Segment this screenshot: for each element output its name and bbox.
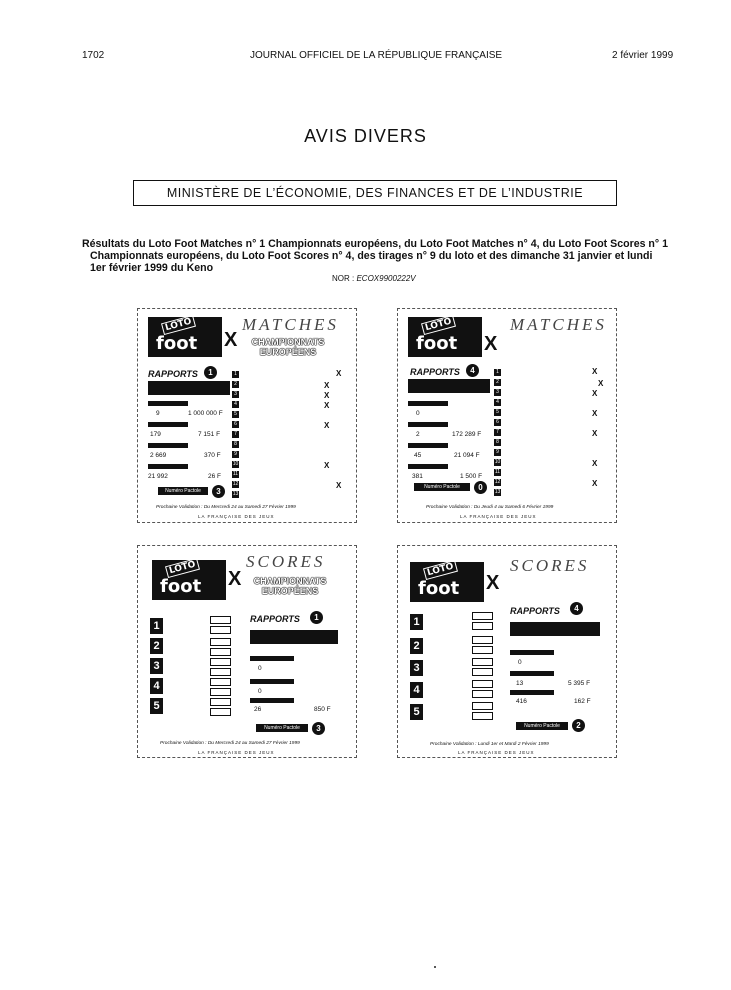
match-number: 10 bbox=[494, 459, 501, 465]
rapports-label: RAPPORTS bbox=[510, 606, 560, 616]
winners-count: 0 bbox=[416, 410, 420, 417]
results-heading bbox=[82, 238, 668, 274]
match-number: 2 bbox=[232, 381, 239, 388]
match-number: 2 bbox=[150, 638, 163, 654]
score-box bbox=[210, 648, 231, 656]
match-number: 1 bbox=[232, 371, 239, 378]
next-validation-note: Prochaine Validation : Du Mercredi 24 au Samedi 27 Février 1999 bbox=[160, 741, 300, 746]
score-box bbox=[210, 638, 231, 646]
score-box bbox=[210, 678, 231, 686]
winners-count: 2 669 bbox=[150, 452, 167, 459]
journal-title: JOURNAL OFFICIEL DE LA RÉPUBLIQUE FRANÇAISE bbox=[250, 50, 503, 61]
pactole-label: Numéro Pactole bbox=[158, 487, 208, 495]
payout-amount: 26 F bbox=[208, 473, 222, 480]
winners-count: 9 bbox=[156, 410, 160, 417]
winners-count: 416 bbox=[516, 698, 527, 705]
game-kind: SCORES bbox=[246, 552, 326, 571]
rapports-label: RAPPORTS bbox=[410, 367, 460, 377]
score-box bbox=[472, 680, 493, 688]
payout-amount: 172 289 F bbox=[452, 431, 482, 438]
loto-foot-logo bbox=[408, 317, 482, 357]
match-number: 5 bbox=[410, 704, 423, 720]
score-box bbox=[472, 622, 493, 630]
loto-foot-logo bbox=[152, 560, 226, 600]
rapports-label: RAPPORTS bbox=[250, 614, 300, 624]
pactole-number-badge: 3 bbox=[212, 485, 225, 498]
rank-header-bar bbox=[510, 622, 600, 636]
match-number: 10 bbox=[232, 461, 239, 467]
logo-x-mark: X bbox=[224, 329, 238, 351]
winners-count: 13 bbox=[516, 680, 524, 687]
payout-amount: 5 395 F bbox=[568, 680, 591, 687]
match-number: 9 bbox=[232, 451, 239, 458]
logo-loto-text: LOTO bbox=[423, 560, 458, 580]
rank-bar bbox=[408, 401, 448, 406]
nor-code: ECOX9900222V bbox=[356, 274, 416, 283]
payout-amount: 1 000 000 F bbox=[188, 410, 223, 417]
match-number: 13 bbox=[494, 489, 501, 495]
rapports-label: RAPPORTS bbox=[148, 369, 198, 379]
result-x-mark: X bbox=[592, 479, 598, 488]
results-line-3: 1er février 1999 du Keno bbox=[90, 262, 214, 274]
pactole-number-badge: 2 bbox=[572, 719, 585, 732]
match-number: 3 bbox=[494, 389, 501, 396]
match-number: 5 bbox=[232, 411, 239, 418]
payout-amount: 21 094 F bbox=[454, 452, 480, 459]
result-x-mark: X bbox=[336, 369, 342, 378]
pactole-label: Numéro Pactole bbox=[414, 483, 470, 491]
score-box bbox=[210, 616, 231, 624]
loto-foot-logo bbox=[148, 317, 222, 357]
game-kind: SCORES bbox=[510, 556, 590, 575]
loto-foot-matches-card-2 bbox=[397, 308, 617, 523]
pactole-label: Numéro Pactole bbox=[256, 724, 308, 732]
winners-count: 26 bbox=[254, 706, 262, 713]
logo-loto-text: LOTO bbox=[165, 558, 200, 578]
result-x-mark: X bbox=[592, 429, 598, 438]
result-x-mark: X bbox=[324, 381, 330, 390]
payout-amount: 7 151 F bbox=[198, 431, 221, 438]
page-number: 1702 bbox=[82, 50, 105, 61]
rapports-number-badge: 4 bbox=[466, 364, 479, 377]
score-box bbox=[472, 636, 493, 644]
logo-loto-text: LOTO bbox=[161, 315, 196, 335]
result-x-mark: X bbox=[324, 461, 330, 470]
championship-label: CHAMPIONNATS EUROPÉENS bbox=[251, 337, 325, 357]
match-number: 3 bbox=[150, 658, 163, 674]
publisher-label: LA FRANÇAISE DES JEUX bbox=[458, 750, 535, 755]
rank-bar bbox=[408, 464, 448, 469]
match-number: 5 bbox=[494, 409, 501, 416]
score-box bbox=[472, 690, 493, 698]
game-kind: MATCHES bbox=[242, 315, 339, 334]
result-x-mark: X bbox=[324, 401, 330, 410]
next-validation-note: Prochaine Validation : Lundi 1er et Mardi 2 Février 1999 bbox=[430, 742, 549, 747]
rank-bar bbox=[510, 671, 554, 676]
championship-label: CHAMPIONNATS EUROPÉENS bbox=[253, 576, 327, 596]
rank-bar bbox=[510, 690, 554, 695]
rank-bar bbox=[148, 401, 188, 406]
winners-count: 21 992 bbox=[148, 473, 168, 480]
match-number: 12 bbox=[494, 479, 501, 485]
rank-bar bbox=[408, 443, 448, 448]
match-number: 8 bbox=[232, 441, 239, 448]
match-number: 3 bbox=[410, 660, 423, 676]
results-line-1: Résultats du Loto Foot Matches n° 1 Championnats européens, du Loto Foot Matches n° 4, du Loto Foot Scores n° 1 bbox=[82, 238, 668, 250]
match-number: 6 bbox=[232, 421, 239, 428]
result-x-mark: X bbox=[598, 379, 604, 388]
match-number: 3 bbox=[232, 391, 239, 398]
rank-bar bbox=[250, 679, 294, 684]
rank-bar bbox=[148, 464, 188, 469]
winners-count: 0 bbox=[258, 688, 262, 695]
loto-foot-scores-card-1 bbox=[137, 545, 357, 758]
score-box bbox=[210, 668, 231, 676]
section-title: AVIS DIVERS bbox=[304, 126, 427, 146]
winners-count: 381 bbox=[412, 473, 423, 480]
score-box bbox=[210, 708, 231, 716]
logo-foot-text: foot bbox=[416, 333, 458, 354]
nor-label: NOR : bbox=[332, 274, 355, 283]
match-number: 6 bbox=[494, 419, 501, 426]
results-line-2: Championnats européens, du Loto Foot Scores n° 4, des tirages n° 9 du loto et des dimanche 31 janvier et lundi bbox=[90, 250, 653, 262]
rank-header-bar bbox=[148, 381, 230, 395]
payout-amount: 850 F bbox=[314, 706, 331, 713]
match-number: 2 bbox=[410, 638, 423, 654]
pactole-number-badge: 3 bbox=[312, 722, 325, 735]
score-box bbox=[210, 658, 231, 666]
ministry-box: MINISTÈRE DE L’ÉCONOMIE, DES FINANCES ET DE L’INDUSTRIE bbox=[133, 180, 617, 206]
score-box bbox=[472, 702, 493, 710]
match-number: 7 bbox=[494, 429, 501, 436]
score-box bbox=[472, 712, 493, 720]
rank-bar bbox=[510, 650, 554, 655]
publisher-label: LA FRANÇAISE DES JEUX bbox=[198, 514, 275, 519]
score-box bbox=[210, 688, 231, 696]
rank-header-bar bbox=[408, 379, 490, 393]
game-kind: MATCHES bbox=[510, 315, 607, 334]
winners-count: 0 bbox=[258, 665, 262, 672]
match-number: 8 bbox=[494, 439, 501, 446]
match-number: 4 bbox=[494, 399, 501, 406]
result-x-mark: X bbox=[592, 389, 598, 398]
rapports-number-badge: 1 bbox=[204, 366, 217, 379]
result-x-mark: X bbox=[592, 409, 598, 418]
match-number: 7 bbox=[232, 431, 239, 438]
payout-amount: 1 500 F bbox=[460, 473, 483, 480]
logo-x-mark: X bbox=[228, 568, 242, 590]
result-x-mark: X bbox=[324, 391, 330, 400]
pactole-label: Numéro Pactole bbox=[516, 722, 568, 730]
nor-reference bbox=[332, 274, 416, 283]
rank-bar bbox=[250, 656, 294, 661]
logo-loto-text: LOTO bbox=[421, 315, 456, 335]
rank-bar bbox=[250, 698, 294, 703]
match-number: 11 bbox=[494, 469, 501, 475]
publisher-label: LA FRANÇAISE DES JEUX bbox=[198, 750, 275, 755]
logo-x-mark: X bbox=[486, 572, 500, 594]
score-box bbox=[210, 626, 231, 634]
match-number: 9 bbox=[494, 449, 501, 456]
logo-foot-text: foot bbox=[418, 578, 460, 599]
logo-foot-text: foot bbox=[160, 576, 202, 597]
match-number: 13 bbox=[232, 491, 239, 497]
match-number: 2 bbox=[494, 379, 501, 386]
match-number: 4 bbox=[410, 682, 423, 698]
publisher-label: LA FRANÇAISE DES JEUX bbox=[460, 514, 537, 519]
rapports-number-badge: 1 bbox=[310, 611, 323, 624]
match-number: 1 bbox=[410, 614, 423, 630]
issue-date: 2 février 1999 bbox=[612, 50, 674, 61]
match-number: 4 bbox=[232, 401, 239, 408]
match-number: 12 bbox=[232, 481, 239, 487]
payout-amount: 370 F bbox=[204, 452, 221, 459]
next-validation-note: Prochaine Validation : Du Mercredi 24 au Samedi 27 Février 1999 bbox=[156, 505, 296, 510]
result-x-mark: X bbox=[324, 421, 330, 430]
score-box bbox=[472, 658, 493, 666]
score-box bbox=[472, 668, 493, 676]
rapports-number-badge: 4 bbox=[570, 602, 583, 615]
score-box bbox=[210, 698, 231, 706]
winners-count: 45 bbox=[414, 452, 422, 459]
match-number: 11 bbox=[232, 471, 239, 477]
logo-x-mark: X bbox=[484, 333, 498, 355]
logo-foot-text: foot bbox=[156, 333, 198, 354]
result-x-mark: X bbox=[336, 481, 342, 490]
rank-bar bbox=[408, 422, 448, 427]
loto-foot-matches-card-1 bbox=[137, 308, 357, 523]
result-x-mark: X bbox=[592, 367, 598, 376]
match-number: 1 bbox=[150, 618, 163, 634]
winners-count: 179 bbox=[150, 431, 161, 438]
rank-bar bbox=[148, 422, 188, 427]
winners-count: 2 bbox=[416, 431, 420, 438]
winners-count: 0 bbox=[518, 659, 522, 666]
next-validation-note: Prochaine Validation : Du Jeudi 4 au Samedi 6 Février 1999 bbox=[426, 505, 554, 510]
page-speck bbox=[434, 966, 436, 968]
match-number: 4 bbox=[150, 678, 163, 694]
pactole-number-badge: 0 bbox=[474, 481, 487, 494]
score-box bbox=[472, 646, 493, 654]
loto-foot-scores-card-2 bbox=[397, 545, 617, 758]
match-number: 1 bbox=[494, 369, 501, 376]
score-box bbox=[472, 612, 493, 620]
match-number: 5 bbox=[150, 698, 163, 714]
loto-foot-logo bbox=[410, 562, 484, 602]
rank-header-bar bbox=[250, 630, 338, 644]
result-x-mark: X bbox=[592, 459, 598, 468]
rank-bar bbox=[148, 443, 188, 448]
payout-amount: 162 F bbox=[574, 698, 591, 705]
